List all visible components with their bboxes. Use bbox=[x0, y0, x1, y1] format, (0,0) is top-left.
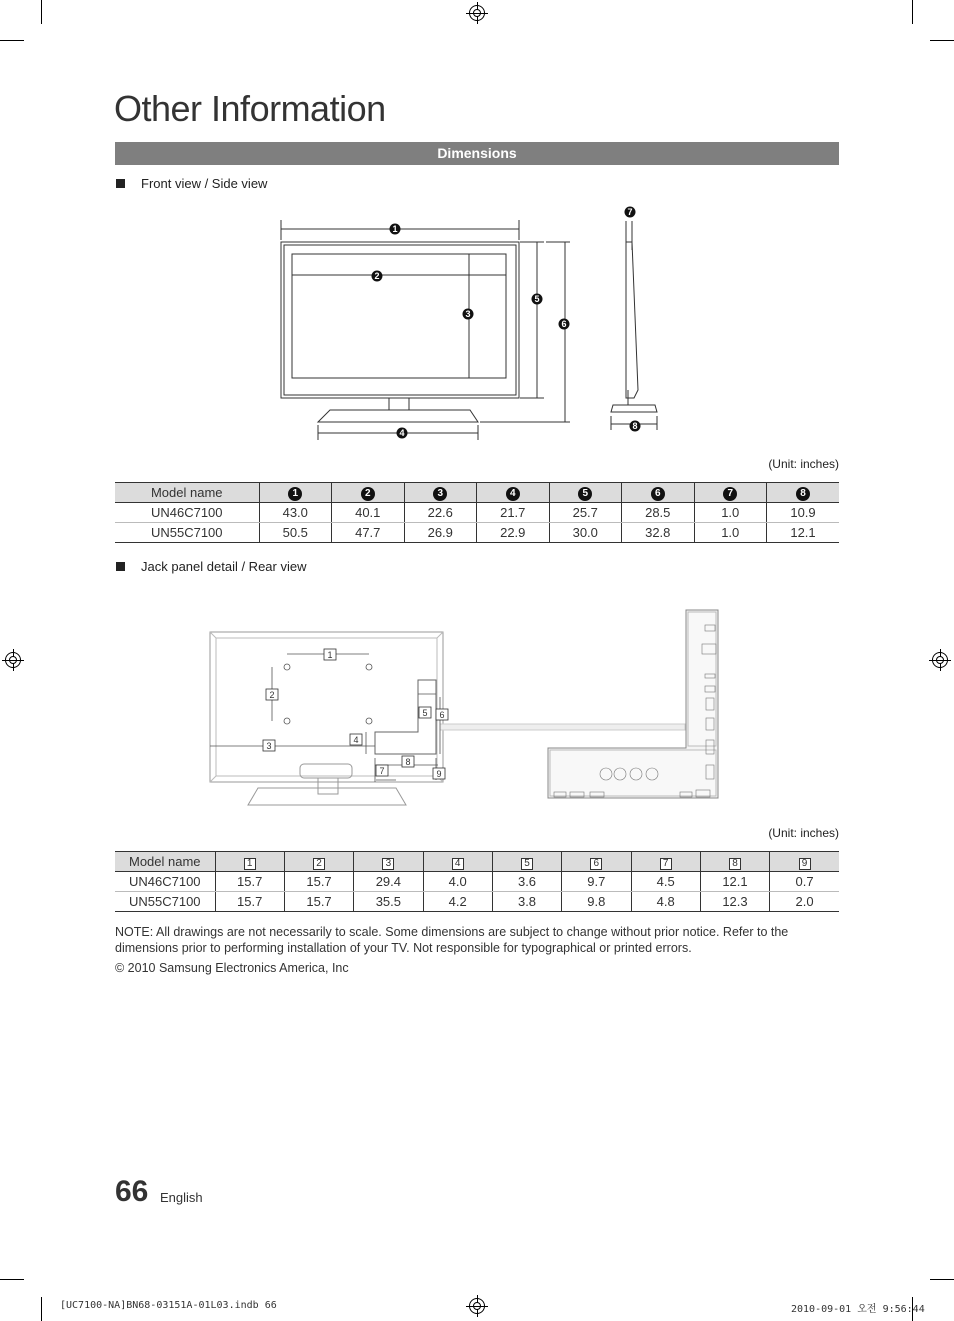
column-header: 4 bbox=[423, 852, 492, 872]
table-cell: 29.4 bbox=[354, 872, 423, 892]
crop-mark bbox=[0, 40, 24, 41]
table-cell: 4.8 bbox=[631, 892, 700, 912]
table-cell: 9.7 bbox=[562, 872, 631, 892]
column-header: 2 bbox=[284, 852, 353, 872]
page-number: 66 bbox=[115, 1175, 149, 1208]
print-footer-timestamp: 2010-09-01 오전 9:56:44 bbox=[791, 1304, 925, 1315]
crop-mark bbox=[930, 1279, 954, 1280]
table-cell: 30.0 bbox=[549, 523, 622, 543]
table-cell: 50.5 bbox=[259, 523, 332, 543]
column-header: 9 bbox=[770, 852, 839, 872]
svg-text:5: 5 bbox=[534, 294, 540, 304]
svg-text:7: 7 bbox=[379, 766, 385, 776]
svg-text:4: 4 bbox=[399, 428, 405, 438]
disclaimer-note: NOTE: All drawings are not necessarily to scale. Some dimensions are subject to change without prior notice. Refer to the dimensions prior to performing installation of your TV. Not responsible for typographical or printed errors. bbox=[115, 925, 789, 955]
bullet-square-icon bbox=[116, 179, 125, 188]
print-footer-file: [UC7100-NA]BN68-03151A-01L03.indb 66 bbox=[60, 1300, 277, 1311]
table-cell: 1.0 bbox=[694, 523, 767, 543]
svg-text:2: 2 bbox=[374, 271, 380, 281]
svg-text:3: 3 bbox=[266, 741, 272, 751]
jack-panel-heading: Jack panel detail / Rear view bbox=[116, 559, 306, 574]
table-cell: 3.6 bbox=[492, 872, 561, 892]
svg-text:1: 1 bbox=[327, 650, 333, 660]
column-header: 6 bbox=[622, 483, 695, 503]
svg-text:2: 2 bbox=[269, 690, 275, 700]
table-cell: 4.0 bbox=[423, 872, 492, 892]
column-header: 5 bbox=[492, 852, 561, 872]
front-view-heading: Front view / Side view bbox=[116, 176, 267, 191]
column-header: 1 bbox=[259, 483, 332, 503]
table-cell: UN46C7100 bbox=[115, 872, 215, 892]
table-cell: 10.9 bbox=[767, 503, 840, 523]
jack-panel-dimension-table bbox=[115, 851, 839, 912]
column-header: Model name bbox=[115, 852, 215, 872]
table-cell: 12.3 bbox=[700, 892, 769, 912]
table-cell: 40.1 bbox=[332, 503, 405, 523]
table-cell: 15.7 bbox=[215, 892, 284, 912]
table-cell: 35.5 bbox=[354, 892, 423, 912]
table-cell: 3.8 bbox=[492, 892, 561, 912]
column-header: 2 bbox=[332, 483, 405, 503]
table-row bbox=[115, 523, 839, 543]
registration-mark-icon bbox=[469, 5, 485, 21]
crop-mark bbox=[912, 0, 913, 24]
svg-text:7: 7 bbox=[627, 207, 633, 217]
crop-mark bbox=[930, 40, 954, 41]
table-cell: 1.0 bbox=[694, 503, 767, 523]
column-header: Model name bbox=[115, 483, 259, 503]
page-language: English bbox=[160, 1190, 203, 1205]
crop-mark bbox=[0, 1279, 24, 1280]
svg-text:5: 5 bbox=[422, 708, 428, 718]
front-view-dimension-table bbox=[115, 482, 839, 543]
table-cell: 15.7 bbox=[284, 892, 353, 912]
column-header: 8 bbox=[767, 483, 840, 503]
unit-label: (Unit: inches) bbox=[768, 457, 839, 471]
table-cell: 21.7 bbox=[477, 503, 550, 523]
table-cell: 28.5 bbox=[622, 503, 695, 523]
table-cell: 2.0 bbox=[770, 892, 839, 912]
table-cell: 47.7 bbox=[332, 523, 405, 543]
column-header: 1 bbox=[215, 852, 284, 872]
copyright-text: © 2010 Samsung Electronics America, Inc bbox=[115, 961, 349, 975]
table-cell: 43.0 bbox=[259, 503, 332, 523]
svg-text:6: 6 bbox=[439, 710, 445, 720]
table-cell: 4.5 bbox=[631, 872, 700, 892]
svg-text:8: 8 bbox=[632, 421, 638, 431]
table-cell: 32.8 bbox=[622, 523, 695, 543]
column-header: 8 bbox=[700, 852, 769, 872]
table-cell: 15.7 bbox=[215, 872, 284, 892]
table-cell: 22.6 bbox=[404, 503, 477, 523]
unit-label: (Unit: inches) bbox=[768, 826, 839, 840]
registration-mark-icon bbox=[469, 1298, 485, 1314]
table-row bbox=[115, 892, 839, 912]
table-cell: 25.7 bbox=[549, 503, 622, 523]
crop-mark bbox=[41, 1297, 42, 1321]
front-side-view-drawing bbox=[270, 200, 670, 445]
table-cell: 0.7 bbox=[770, 872, 839, 892]
column-header: 3 bbox=[404, 483, 477, 503]
table-cell: UN55C7100 bbox=[115, 892, 215, 912]
table-cell: 12.1 bbox=[767, 523, 840, 543]
table-cell: 26.9 bbox=[404, 523, 477, 543]
svg-text:6: 6 bbox=[561, 319, 567, 329]
table-cell: 12.1 bbox=[700, 872, 769, 892]
rear-view-drawing bbox=[200, 600, 730, 812]
column-header: 3 bbox=[354, 852, 423, 872]
bullet-square-icon bbox=[116, 562, 125, 571]
section-header: Dimensions bbox=[115, 142, 839, 165]
table-cell: 9.8 bbox=[562, 892, 631, 912]
page-title: Other Information bbox=[114, 88, 386, 129]
column-header: 4 bbox=[477, 483, 550, 503]
table-row bbox=[115, 503, 839, 523]
table-cell: 4.2 bbox=[423, 892, 492, 912]
registration-mark-icon bbox=[932, 652, 948, 668]
table-cell: UN46C7100 bbox=[115, 503, 259, 523]
table-row bbox=[115, 872, 839, 892]
table-cell: 22.9 bbox=[477, 523, 550, 543]
column-header: 7 bbox=[694, 483, 767, 503]
column-header: 7 bbox=[631, 852, 700, 872]
crop-mark bbox=[41, 0, 42, 24]
svg-text:9: 9 bbox=[436, 769, 442, 779]
table-cell: UN55C7100 bbox=[115, 523, 259, 543]
svg-text:8: 8 bbox=[405, 757, 411, 767]
column-header: 5 bbox=[549, 483, 622, 503]
svg-text:4: 4 bbox=[353, 735, 359, 745]
registration-mark-icon bbox=[5, 652, 21, 668]
column-header: 6 bbox=[562, 852, 631, 872]
table-cell: 15.7 bbox=[284, 872, 353, 892]
svg-text:3: 3 bbox=[465, 309, 471, 319]
svg-text:1: 1 bbox=[392, 224, 398, 234]
